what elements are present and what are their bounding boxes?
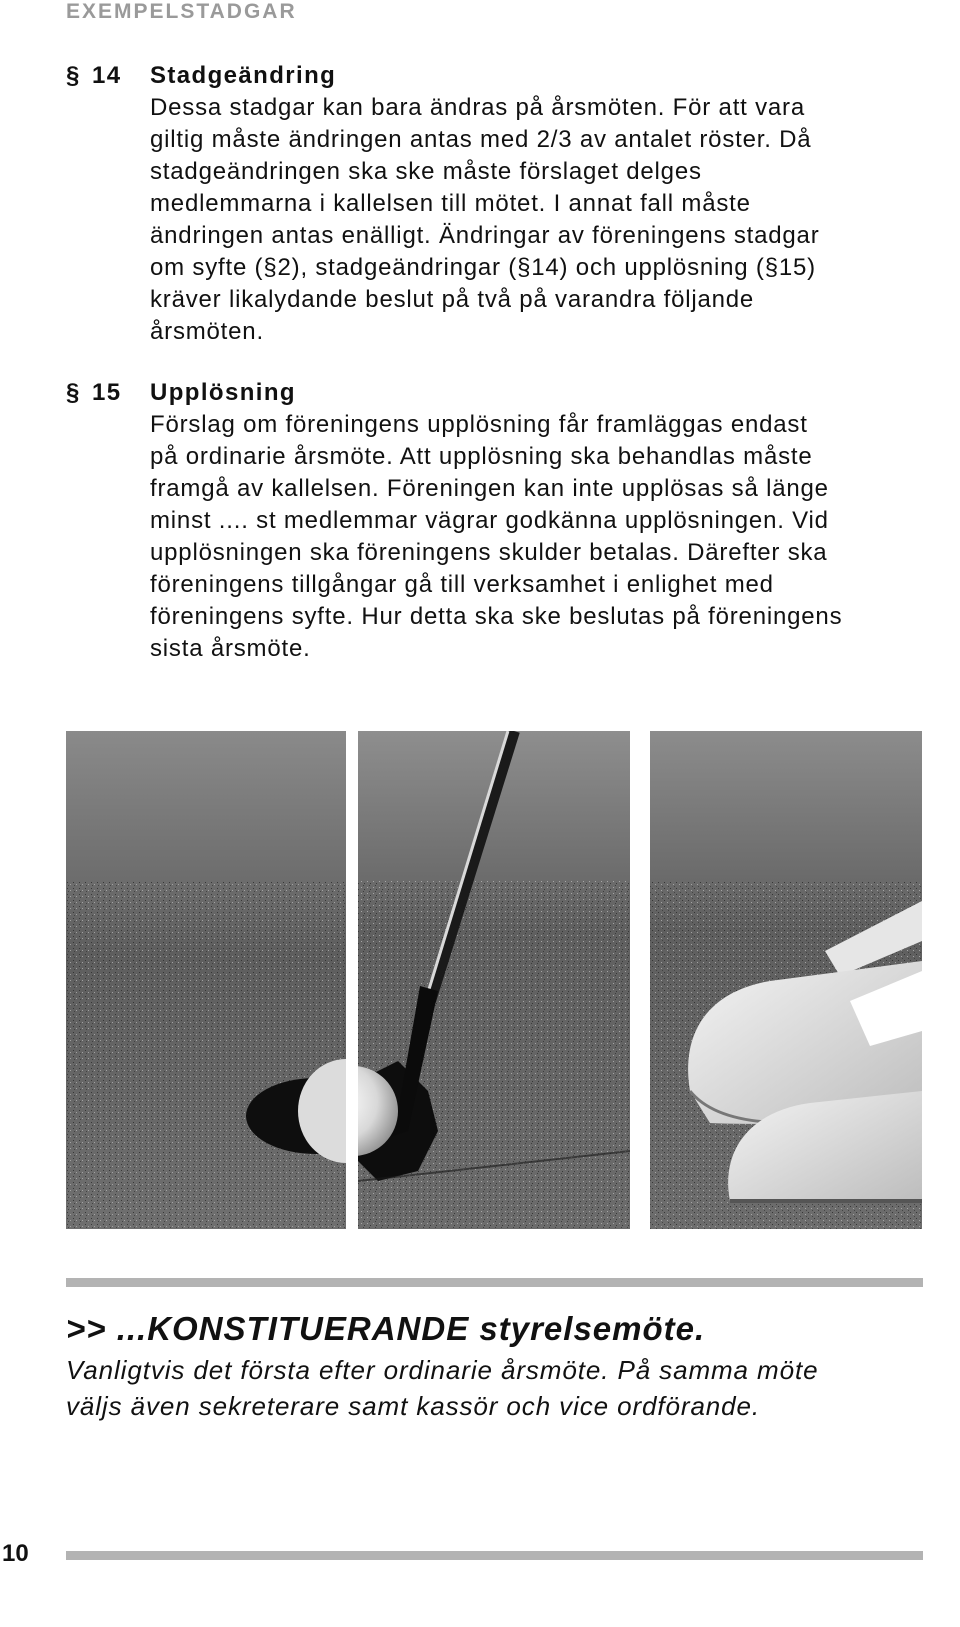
body-line: föreningens syfte. Hur detta ska ske beslutas på föreningens	[150, 603, 843, 630]
club-ball-image	[358, 731, 630, 1229]
section-heading	[66, 60, 946, 92]
body-line: Förslag om föreningens upplösning får framläggas endast	[150, 411, 808, 438]
body-line: ändringen antas enälligt. Ändringar av föreningens stadgar	[150, 222, 820, 249]
body-line: minst .... st medlemmar vägrar godkänna upplösningen. Vid	[150, 507, 829, 534]
body-line: föreningens tillgångar gå till verksamhet i enlighet med	[150, 571, 774, 598]
body-line: medlemmarna i kallelsen till mötet. I annat fall måste	[150, 190, 751, 217]
section-number: 14	[92, 62, 122, 89]
body-line: Dessa stadgar kan bara ändras på årsmöten. För att vara	[150, 94, 805, 121]
section-body	[150, 92, 946, 348]
page-number: 10	[2, 1540, 29, 1567]
body-line: sista årsmöte.	[150, 635, 311, 662]
shoes-image	[650, 731, 922, 1229]
body-line: stadgeändringen ska ske måste förslaget delges	[150, 158, 702, 185]
body-line: årsmöten.	[150, 318, 264, 345]
section-number: 15	[92, 379, 122, 406]
body-line: upplösningen ska föreningens skulder betalas. Därefter ska	[150, 539, 828, 566]
section-title: Stadgeändring	[150, 62, 337, 89]
section-15	[66, 377, 946, 665]
callout-body	[66, 1352, 946, 1424]
body-line: om syfte (§2), stadgeändringar (§14) och upplösning (§15)	[150, 254, 816, 281]
body-line: framgå av kallelsen. Föreningen kan inte upplösas så länge	[150, 475, 829, 502]
body-line: giltig måste ändringen antas med 2/3 av antalet röster. Då	[150, 126, 812, 153]
golf-grass-photo	[66, 731, 346, 1229]
callout-line: Vanligtvis det första efter ordinarie årsmöte. På samma möte	[66, 1355, 819, 1385]
section-symbol: §	[66, 379, 81, 406]
section-body	[150, 409, 946, 665]
callout-line: väljs även sekreterare samt kassör och vice ordförande.	[66, 1391, 761, 1421]
section-symbol: §	[66, 62, 81, 89]
body-line: kräver likalydande beslut på två på varandra följande	[150, 286, 755, 313]
golf-club-ball-photo	[358, 731, 630, 1229]
page-header: EXEMPELSTADGAR	[66, 0, 297, 23]
section-heading	[66, 377, 946, 409]
callout-title: >> ...KONSTITUERANDE styrelsemöte.	[66, 1310, 706, 1347]
grass-image	[66, 731, 346, 1229]
golf-shoes-photo	[650, 731, 922, 1229]
section-divider	[66, 1278, 923, 1287]
body-line: på ordinarie årsmöte. Att upplösning ska behandlas måste	[150, 443, 813, 470]
section-title: Upplösning	[150, 379, 296, 406]
section-14	[66, 60, 946, 348]
footer-rule	[66, 1551, 923, 1560]
